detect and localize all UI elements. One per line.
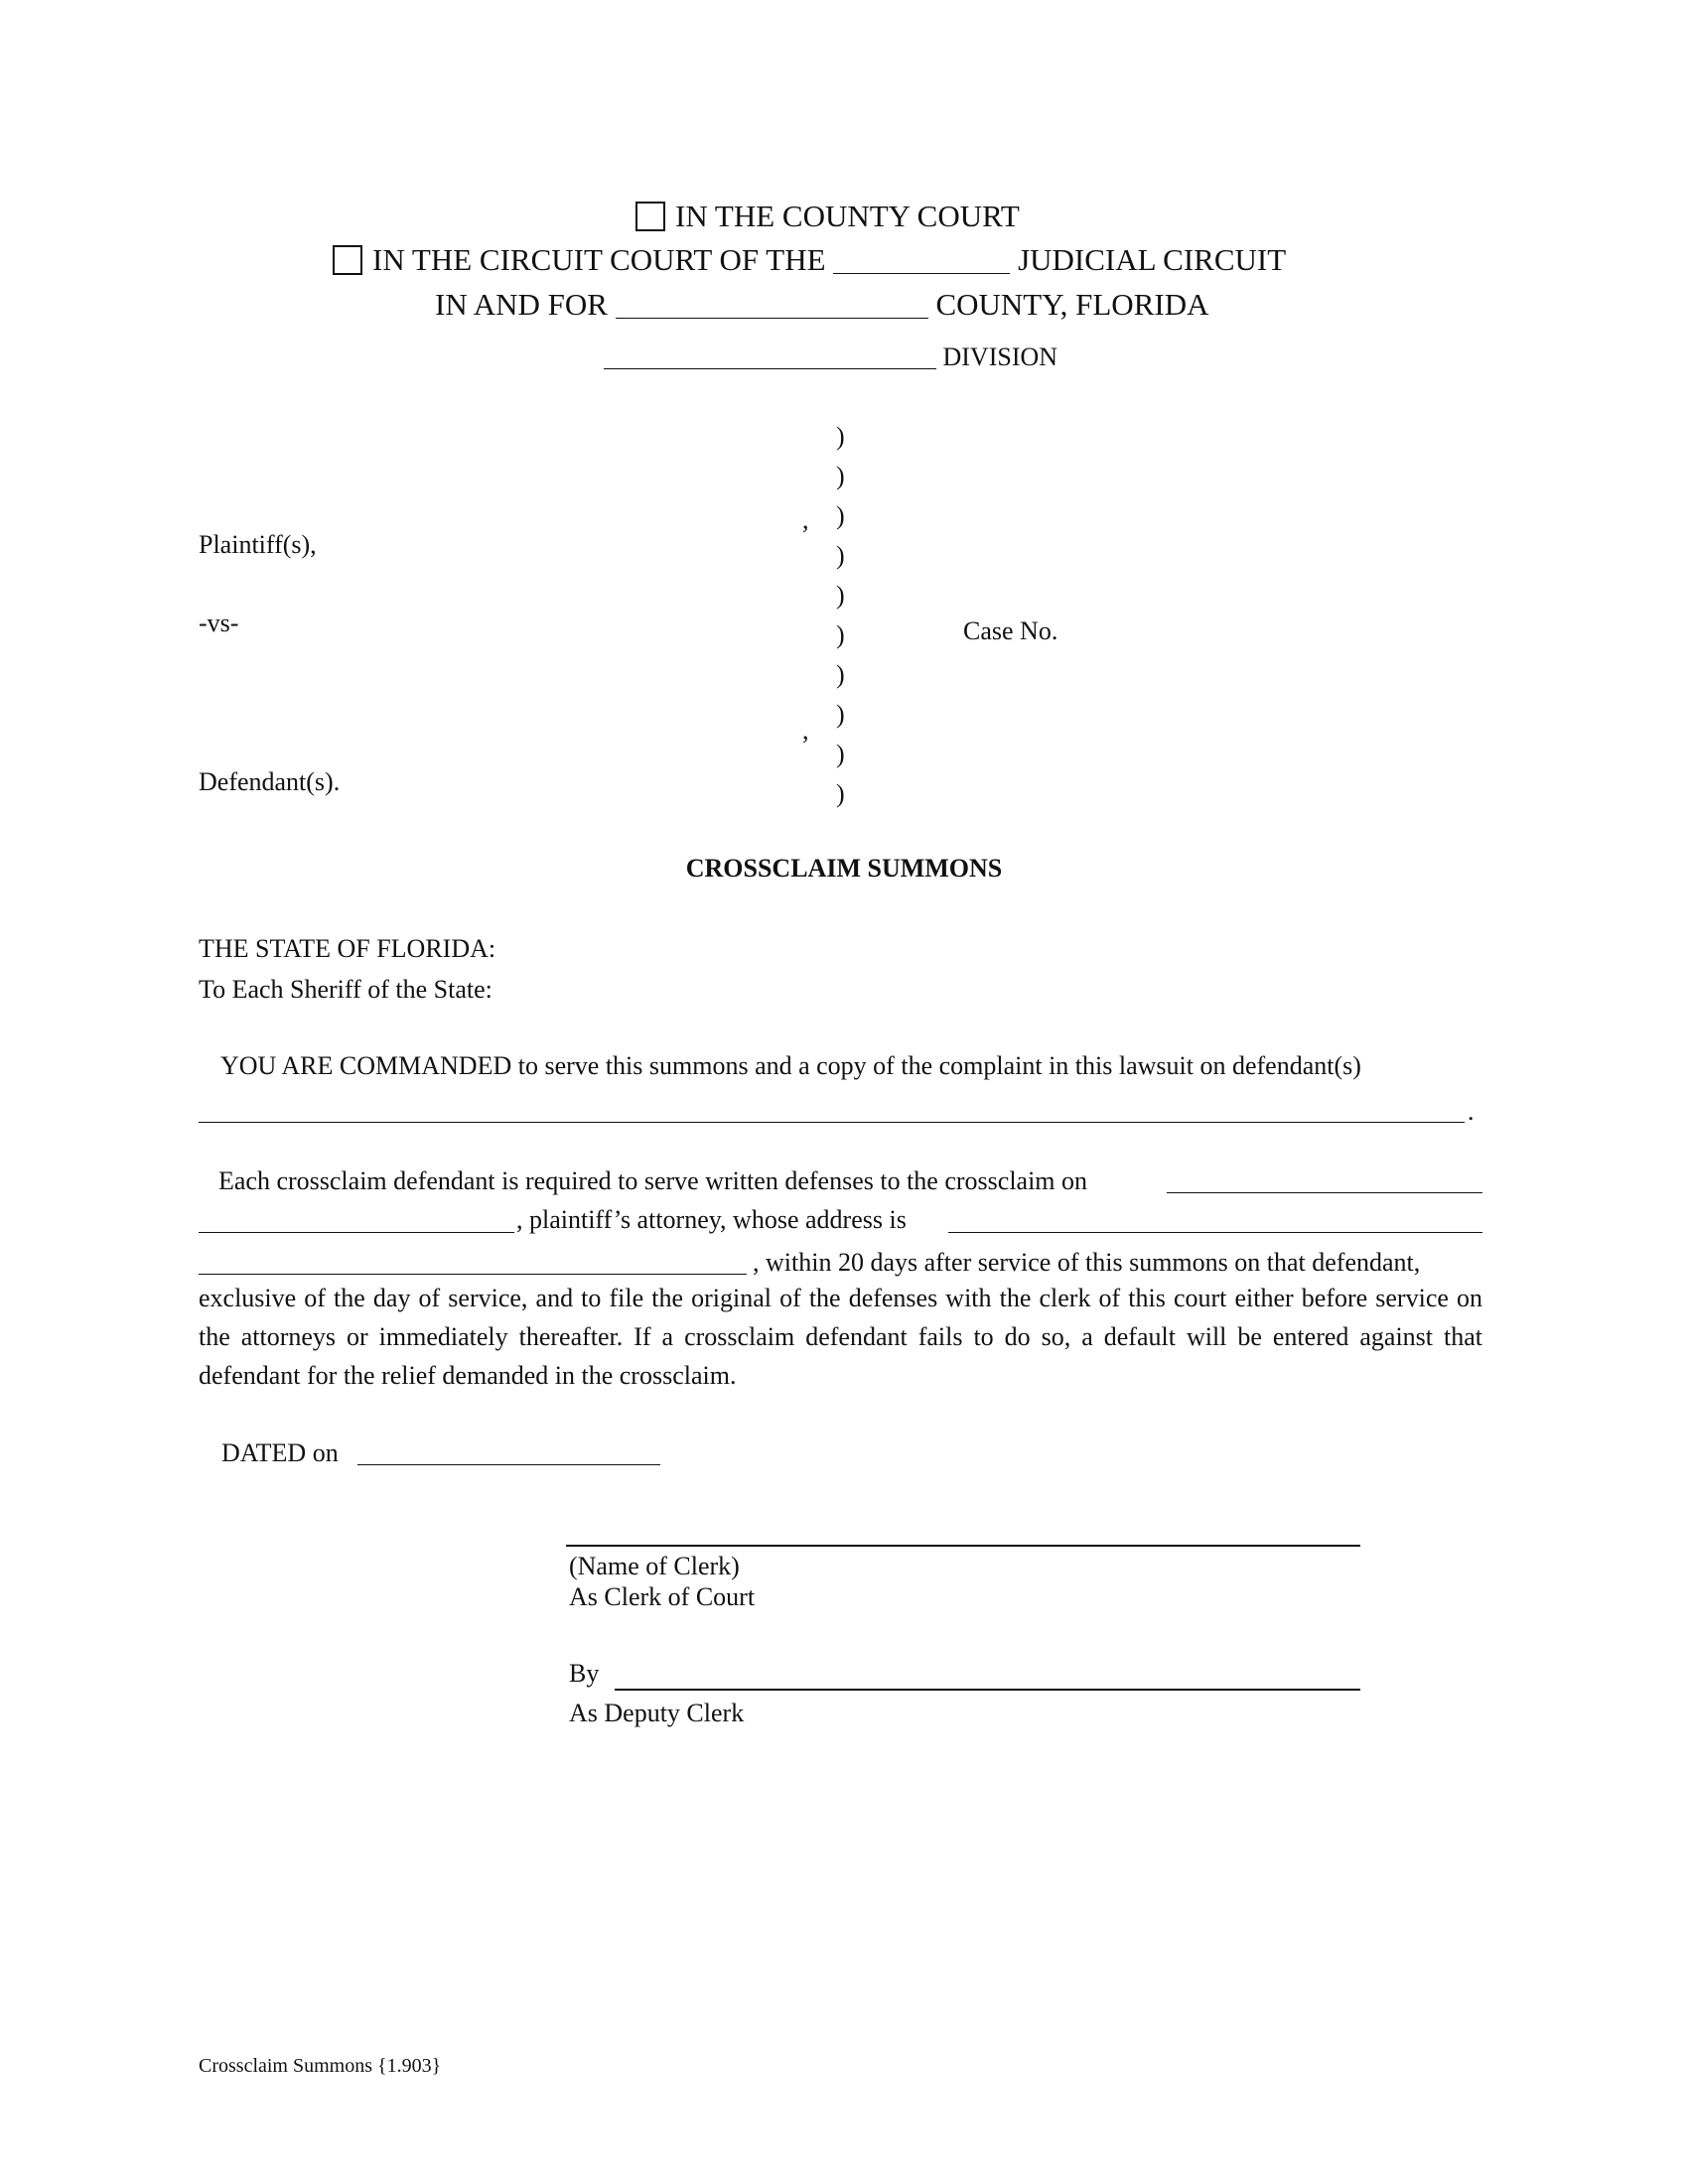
county-court-label: IN THE COUNTY COURT [675,199,1020,233]
name-of-clerk-label: (Name of Clerk) [569,1552,740,1580]
caption-paren: ) [836,422,845,451]
defenses-line-2: , plaintiff’s attorney, whose address is [516,1205,907,1234]
defenses-line-1: Each crossclaim defendant is required to serve written defenses to the crossclaim on [218,1166,1088,1195]
attorney-address-blank[interactable] [948,1206,1482,1233]
county-court-checkbox[interactable] [635,202,665,231]
county-court-option [635,199,1020,234]
attorney-name-blank-cont[interactable] [199,1206,514,1233]
division-label: DIVISION [942,342,1058,371]
county-florida-label: COUNTY, FLORIDA [935,287,1209,322]
vs-label: -vs- [199,609,239,637]
in-and-for-label: IN AND FOR [435,287,608,322]
as-clerk-label: As Clerk of Court [569,1582,756,1611]
defenses-paragraph: exclusive of the day of service, and to file the original of the defenses with the clerk of this court either before service on the attorneys or immediately thereafter. If a crossclaim defendant fails to do so, a default will be entered against that defendant for the relief demanded in the crossclaim. [199,1284,1482,1390]
caption-paren: ) [836,660,845,689]
judicial-circuit-label: JUDICIAL CIRCUIT [1018,242,1287,277]
caption-paren: ) [836,501,845,530]
attorney-name-blank[interactable] [1167,1166,1482,1193]
plaintiff-comma: , [802,505,809,534]
defenses-line-3: , within 20 days after service of this summons on that defendant, [753,1248,1421,1277]
circuit-court-label: IN THE CIRCUIT COURT OF THE [372,242,826,277]
defendant-label: Defendant(s). [199,767,341,796]
caption-paren: ) [836,620,845,649]
dated-label: DATED on [221,1438,339,1467]
circuit-court-option [333,242,1286,278]
caption-paren: ) [836,700,845,729]
defendant-name-blank[interactable] [199,1098,1465,1123]
to-each-sheriff: To Each Sheriff of the State: [199,975,492,1004]
clerk-signature-line[interactable] [566,1545,1360,1547]
defendant-comma: , [802,716,809,745]
deputy-signature-line[interactable] [615,1689,1360,1691]
circuit-court-checkbox[interactable] [333,245,362,275]
date-blank[interactable] [357,1438,660,1465]
county-blank[interactable] [616,292,928,319]
case-no-label: Case No. [963,616,1058,645]
caption-paren: ) [836,779,845,808]
document-title: CROSSCLAIM SUMMONS [685,854,1003,883]
division-blank[interactable] [604,342,936,369]
division-line [604,341,1057,373]
command-text: YOU ARE COMMANDED to serve this summons and a copy of the complaint in this lawsuit on defendant(s) [220,1051,1361,1080]
form-footer: Crossclaim Summons {1.903} [199,2055,442,2077]
caption-paren: ) [836,581,845,610]
attorney-address-blank-cont[interactable] [199,1248,747,1275]
caption-paren: ) [836,462,845,490]
caption-paren: ) [836,740,845,768]
county-line [435,287,1208,323]
plaintiff-label: Plaintiff(s), [199,530,317,559]
as-deputy-label: As Deputy Clerk [569,1699,745,1727]
by-label: By [569,1659,600,1688]
command-period: . [1468,1097,1475,1126]
judicial-circuit-blank[interactable] [833,247,1010,274]
state-of-florida: THE STATE OF FLORIDA: [199,934,496,963]
caption-paren: ) [836,541,845,570]
